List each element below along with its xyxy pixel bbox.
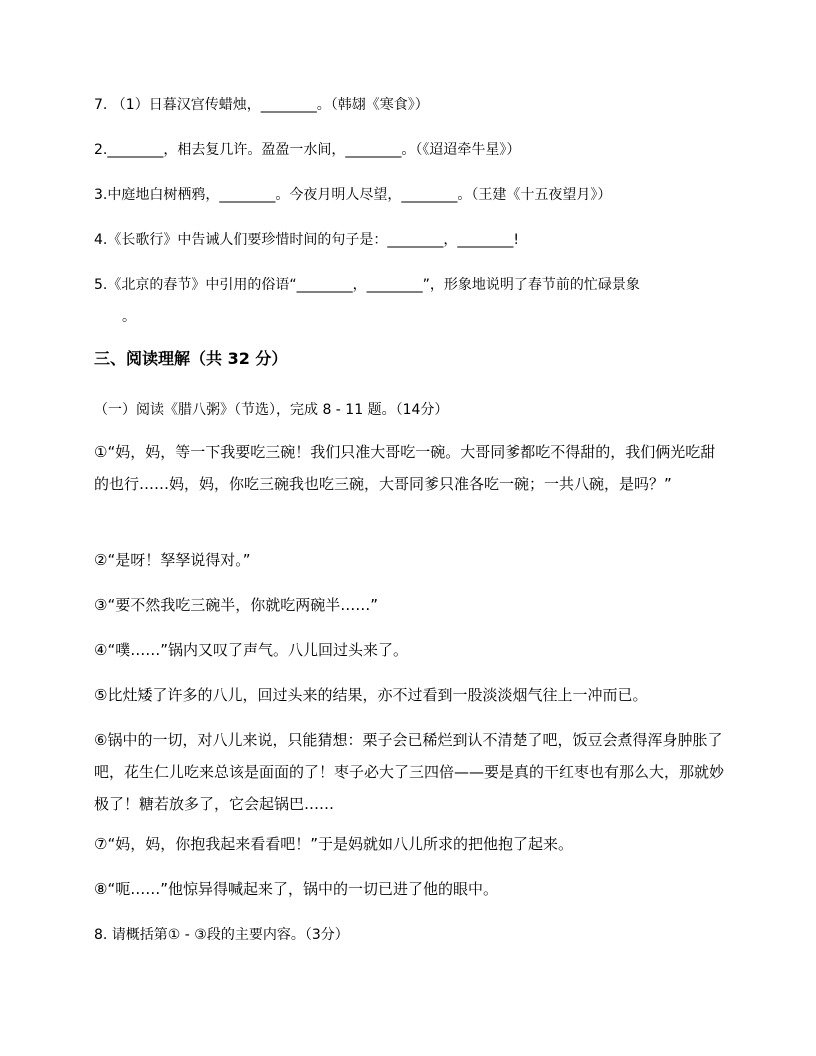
question-3: 3.中庭地白树栖鸦，________。今夜月明人尽望，________。（王建《十五夜望月》） <box>94 187 612 203</box>
passage-paragraph-8 <box>94 873 726 905</box>
passage-paragraph-1-text: ①“妈，妈，等一下我要吃三碗！我们只准大哥吃一碗。大哥同爹都吃不得甜的，我们俩光吃甜的也行……妈，妈，你吃三碗我也吃三碗，大哥同爹只准各吃一碗；一共八碗，是吗？” <box>94 443 716 493</box>
passage-paragraph-5 <box>94 679 726 711</box>
passage-paragraph-6-text: ⑥锅中的一切，对八儿来说，只能猜想：栗子会已稀烂到认不清楚了吧，饭豆会煮得浑身肿胀了吧，花生仁儿吃来总该是面面的了！枣子必大了三四倍——要是真的干红枣也有那么大，那就妙极了！糖若放多了，它会起锅巴…… <box>94 731 725 813</box>
question-5-continuation: 。 <box>122 309 136 325</box>
passage-paragraph-3 <box>94 589 726 621</box>
question-8: 8. 请概括第① - ③段的主要内容。（3分） <box>94 927 349 943</box>
passage-paragraph-4 <box>94 634 726 666</box>
passage-paragraph-3-text: ③“要不然我吃三碗半，你就吃两碗半……” <box>94 596 378 614</box>
passage-paragraph-2 <box>94 544 726 576</box>
passage-paragraph-6 <box>94 724 726 820</box>
passage-paragraph-5-text: ⑤比灶矮了许多的八儿，回过头来的结果，亦不过看到一股淡淡烟气往上一冲而已。 <box>94 686 648 704</box>
passage-paragraph-7-text: ⑦“妈，妈，你抱我起来看看吧！”于是妈就如八儿所求的把他抱了起来。 <box>94 835 573 853</box>
question-5: 5.《北京的春节》中引用的俗语“________，________”，形象地说明了春节前的忙碌景象 <box>94 277 640 293</box>
passage-paragraph-8-text: ⑧“呃……”他惊异得喊起来了，锅中的一切已进了他的眼中。 <box>94 880 498 898</box>
section-intro: （一）阅读《腊八粥》（节选），完成 8 - 11 题。（14分） <box>94 402 449 418</box>
passage-paragraph-2-text: ②“是呀！孥孥说得对。” <box>94 551 251 569</box>
question-2: 2.________，相去复几许。盈盈一水间，________。（《迢迢牵牛星》） <box>94 142 521 158</box>
passage-paragraph-1 <box>94 436 726 500</box>
passage-paragraph-7 <box>94 828 726 860</box>
question-4: 4.《长歌行》中告诫人们要珍惜时间的句子是：________，________! <box>94 232 519 248</box>
question-7: 7. （1）日暮汉宫传蜡烛，________。（韩翃《寒食》） <box>94 97 429 113</box>
section-title: 三、阅读理解（共 32 分） <box>94 349 288 368</box>
passage-paragraph-4-text: ④“噗……”锅内又叹了声气。八儿回过头来了。 <box>94 641 408 659</box>
